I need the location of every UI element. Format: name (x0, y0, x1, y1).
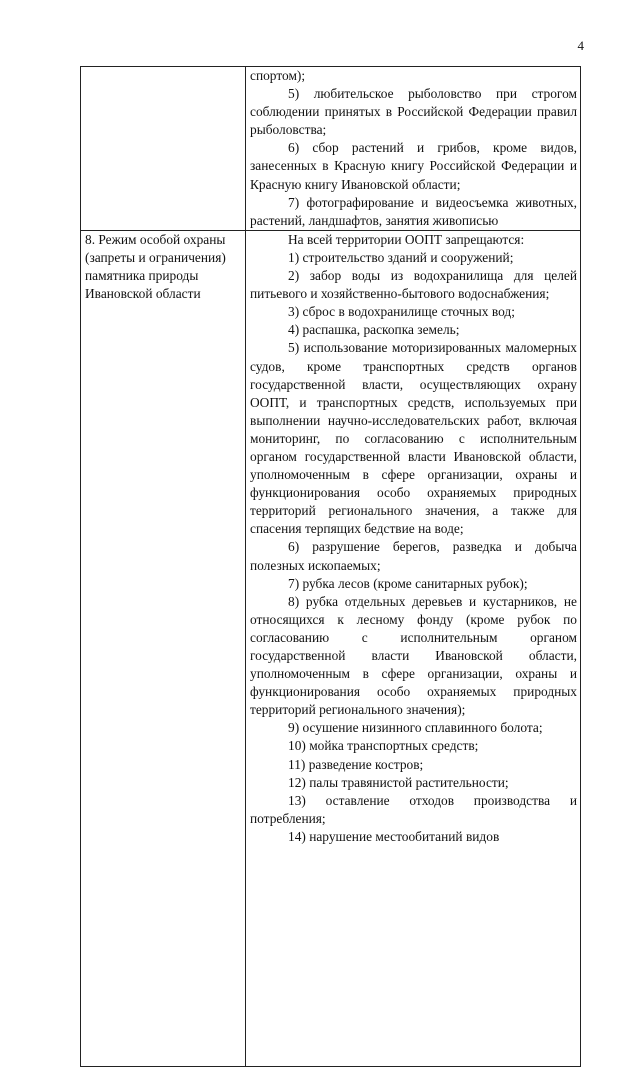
table-row (81, 230, 581, 1066)
section-heading: 8. Режим особой охраны (запреты и ограничения) памятника природы Ивановской области (85, 231, 226, 302)
list-item: 4) распашка, раскопка земель; (288, 322, 460, 338)
list-item: 5) любительское рыболовство при строгом соблюдении принятых в Российской Федерации правил рыболовства; (250, 86, 577, 138)
list-item: На всей территории ООПТ запрещаются: (288, 231, 525, 247)
list-item: 8) рубка отдельных деревьев и кустарников, не относящихся к лесному фонду (кроме рубок по согласованию с исполнительным органом государственной власти Ивановской области, уполномоченным в сфере организации, охраны и функционирования особо охраняемых природных территорий регионального значения); (250, 593, 577, 718)
table-cell-right (246, 230, 581, 1066)
regime-table (80, 66, 581, 1067)
list-item: 6) сбор растений и грибов, кроме видов, занесенных в Красную книгу Российской Федерации и Красную книгу Ивановской области; (250, 140, 577, 192)
list-item: 9) осушение низинного сплавинного болота; (288, 720, 543, 736)
table-cell-left (81, 67, 246, 231)
list-item: спортом); (250, 68, 306, 83)
list-item: 7) рубка лесов (кроме санитарных рубок); (288, 575, 528, 591)
table-cell-right (246, 67, 581, 231)
list-item: 5) использование моторизированных маломерных судов, кроме транспортных средств органов государственной власти, осуществляющих охрану ООПТ, и транспортных средств, используемых при выполнении научно-исследовательских работ, включая мониторинг, по согласованию с исполнительным органом государственной власти Ивановской области, уполномоченным в сфере организации, охраны и функционирования особо охраняемых природных территорий регионального значения, а также для спасения терпящих бедствие на воде; (250, 340, 577, 537)
list-item: 2) забор воды из водохранилища для целей питьевого и хозяйственно-бытового водоснабжения; (250, 268, 577, 302)
list-item: 14) нарушение местообитаний видов (288, 828, 500, 844)
list-item: 3) сброс в водохранилище сточных вод; (288, 304, 515, 320)
list-item: 6) разрушение берегов, разведка и добыча полезных ископаемых; (250, 539, 577, 573)
list-item: 11) разведение костров; (288, 756, 424, 772)
list-item: 12) палы травянистой растительности; (288, 774, 509, 790)
list-item: 13) оставление отходов производства и потребления; (250, 792, 577, 826)
list-item: 1) строительство зданий и сооружений; (288, 249, 514, 265)
list-item: 7) фотографирование и видеосъемка животных, растений, ландшафтов, занятия живописью (250, 194, 577, 228)
list-item: 10) мойка транспортных средств; (288, 738, 479, 754)
page-number: 4 (577, 38, 584, 53)
table-row (81, 67, 581, 231)
table-cell-left (81, 230, 246, 1066)
